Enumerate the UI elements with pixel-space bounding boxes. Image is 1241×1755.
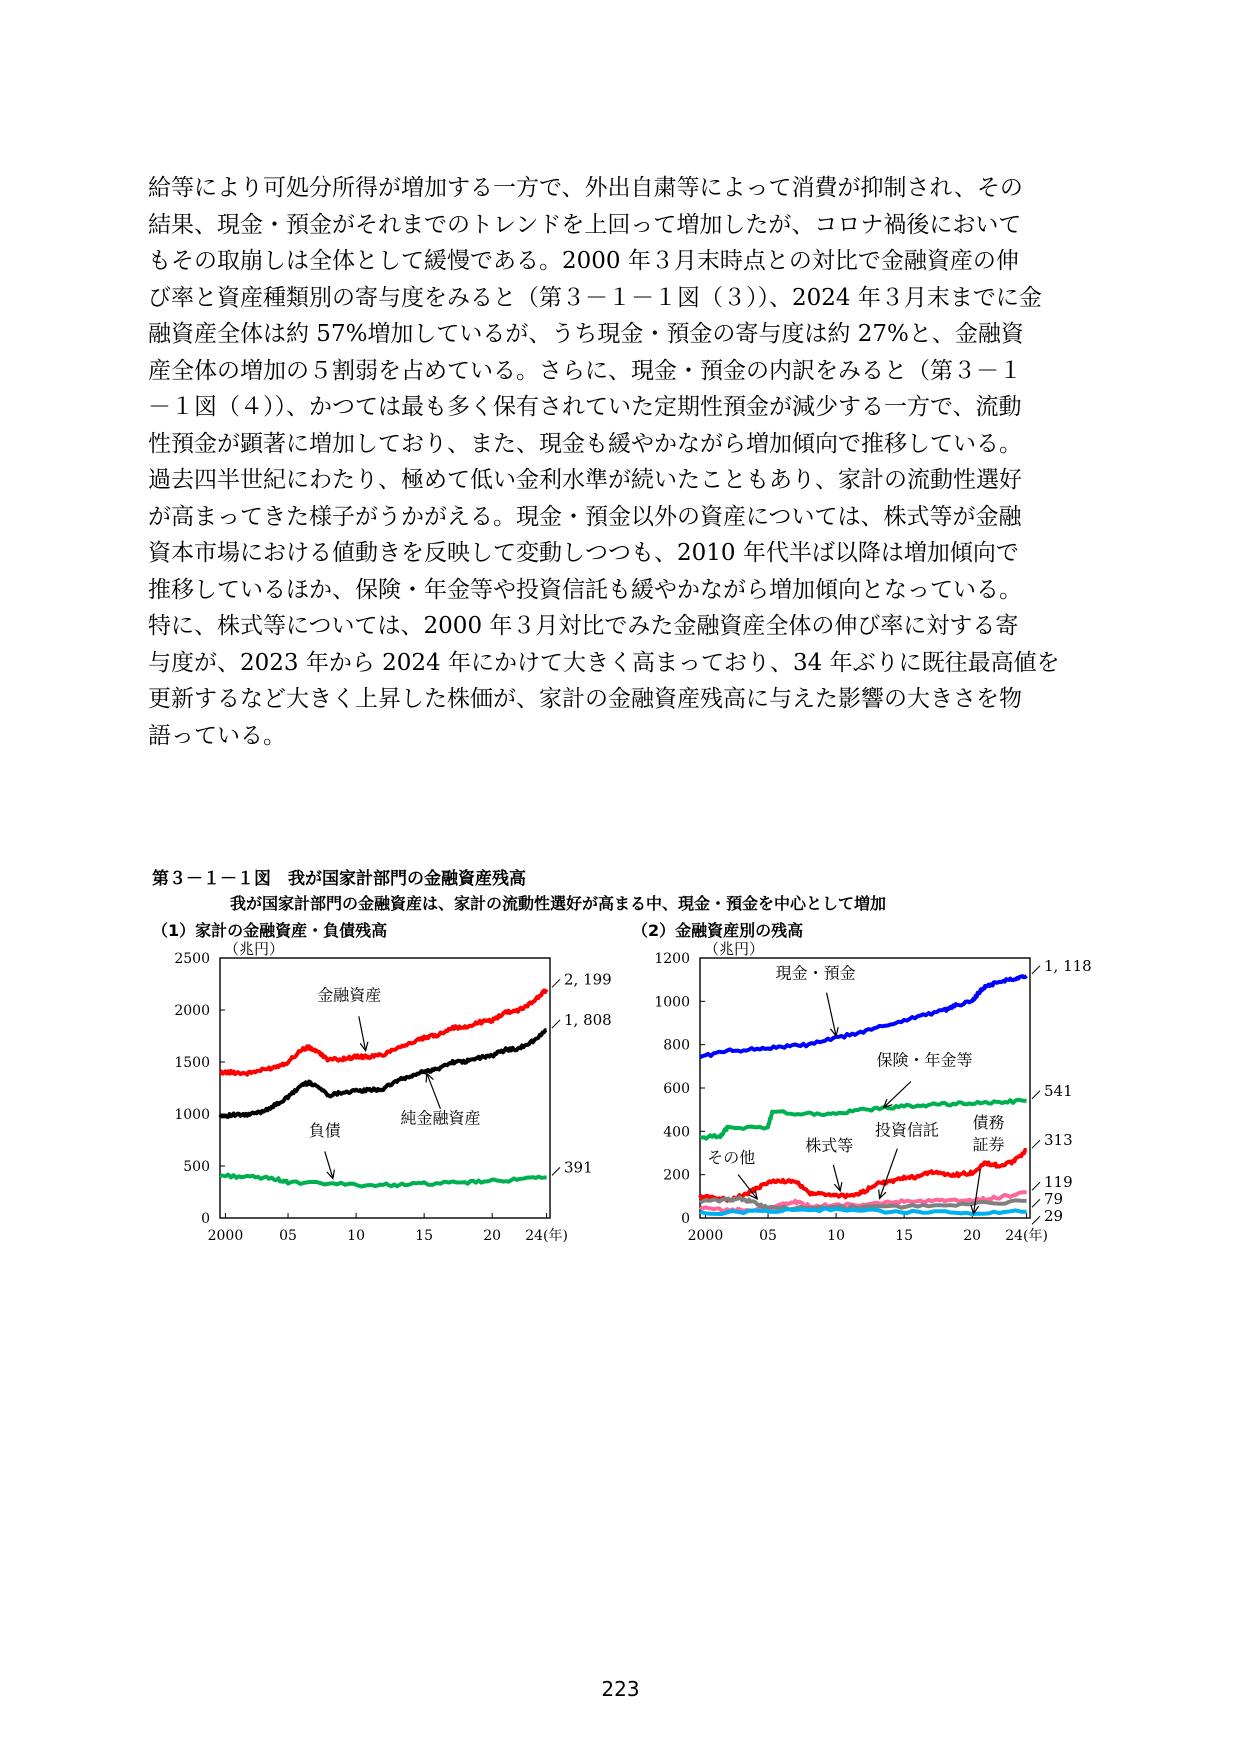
- series-end-label: 541: [1044, 1081, 1073, 1100]
- series-line: [700, 1208, 1027, 1214]
- y-tick-label: 400: [663, 1124, 690, 1141]
- annotation-arrow: [880, 1149, 898, 1199]
- y-tick-label: 600: [663, 1081, 690, 1097]
- unit-label: （兆円）: [704, 940, 765, 958]
- x-tick-label: 10: [827, 1228, 845, 1244]
- body-line: 性預金が顕著に増加しており、また、現金も緩やかながら増加傾向で推移している。: [148, 430, 1022, 457]
- series-annotation: 保険・年金等: [876, 1050, 973, 1070]
- y-tick-label: 0: [681, 1211, 690, 1227]
- body-line: 特に、株式等については、2000 年３月対比でみた金融資産全体の伸び率に対する寄: [148, 613, 1019, 639]
- series-annotation: 証券: [972, 1134, 1005, 1154]
- unit-label: （兆円）: [224, 940, 285, 958]
- body-line: 推移しているほか、保険・年金等や投資信託も緩やかながら増加傾向となっている。: [148, 576, 1022, 603]
- x-tick-label: 2000: [207, 1228, 244, 1244]
- series-annotation: 投資信託: [874, 1120, 939, 1140]
- body-line: 与度が、2023 年から 2024 年にかけて大きく高まっており、34 年ぶりに既往最高値を: [148, 649, 1060, 676]
- series-annotation: 金融資産: [317, 985, 382, 1005]
- series-annotation: 純金融資産: [400, 1108, 481, 1128]
- series-annotation: 株式等: [805, 1135, 854, 1155]
- end-label-leader: [1032, 966, 1040, 974]
- x-tick-label: 15: [895, 1228, 914, 1244]
- body-line: が高まってきた様子がうかがえる。現金・預金以外の資産については、株式等が金融: [148, 503, 1022, 530]
- series-line: [220, 1030, 547, 1118]
- y-tick-label: 2000: [174, 1003, 210, 1019]
- y-tick-label: 1000: [654, 994, 690, 1011]
- series-end-label: 119: [1044, 1173, 1073, 1192]
- body-line: 過去四半世紀にわたり、極めて低い金利水準が続いたこともあり、家計の流動性選好: [148, 467, 1022, 493]
- series-annotation: その他: [707, 1147, 756, 1167]
- series-annotation: 現金・預金: [775, 963, 856, 983]
- y-tick-label: 1500: [174, 1055, 210, 1071]
- series-annotation: 負債: [308, 1120, 341, 1140]
- y-tick-label: 2500: [174, 951, 210, 967]
- end-label-leader: [1032, 1140, 1040, 1148]
- x-tick-label: 05: [279, 1228, 297, 1244]
- chart-financial-assets-liabilities: [160, 940, 620, 1280]
- figure-title: 第３－１－１図 我が国家計部門の金融資産残高: [152, 869, 526, 889]
- series-line: [700, 976, 1027, 1057]
- series-end-label: 79: [1044, 1190, 1064, 1209]
- body-line: もその取崩しは全体として緩慢である。2000 年３月末時点との対比で金融資産の伸: [148, 248, 1019, 274]
- body-line: 融資産全体は約 57%増加しているが、うち現金・預金の寄与度は約 27%と、金融資: [148, 321, 1024, 347]
- end-label-leader: [1032, 1091, 1040, 1099]
- plot-frame: [700, 958, 1030, 1218]
- series-end-label: 391: [564, 1158, 593, 1177]
- x-tick-label: 24(年): [1005, 1228, 1048, 1244]
- body-text: [148, 170, 1096, 754]
- end-label-leader: [1032, 1216, 1040, 1224]
- y-tick-label: 0: [201, 1211, 210, 1227]
- panel2-title: （2）金融資産別の残高: [632, 921, 804, 940]
- y-tick-label: 1200: [654, 951, 690, 967]
- series-end-label: 1, 808: [564, 1010, 612, 1029]
- y-tick-label: 800: [663, 1037, 690, 1054]
- end-label-leader: [552, 1020, 560, 1028]
- series-line: [220, 1175, 547, 1187]
- chart-assets-by-type: [640, 940, 1100, 1280]
- x-tick-label: 20: [963, 1228, 982, 1244]
- x-tick-label: 15: [415, 1228, 434, 1244]
- body-line: 結果、現金・預金がそれまでのトレンドを上回って増加したが、コロナ禍後において: [148, 211, 1022, 238]
- series-annotation: 債務: [972, 1113, 1005, 1133]
- x-tick-label: 2000: [687, 1228, 724, 1244]
- annotation-arrow: [427, 1073, 441, 1108]
- page-number: 223: [601, 1677, 640, 1701]
- end-label-leader: [552, 1167, 560, 1175]
- series-end-label: 313: [1044, 1131, 1073, 1150]
- body-line: 給等により可処分所得が増加する一方で、外出自粛等によって消費が抑制され、その: [148, 175, 1023, 201]
- end-label-leader: [1032, 1199, 1040, 1207]
- x-tick-label: 20: [483, 1228, 502, 1244]
- annotation-arrow: [974, 1169, 981, 1213]
- x-tick-label: 24(年): [525, 1228, 568, 1244]
- x-tick-label: 10: [347, 1228, 365, 1244]
- body-line: 資本市場における値動きを反映して変動しつつも、2010 年代半ば以降は増加傾向で: [148, 540, 1019, 566]
- end-label-leader: [1032, 1182, 1040, 1190]
- series-line: [220, 989, 547, 1074]
- body-line: －１図（４））、かつては最も多く保有されていた定期性預金が減少する一方で、流動: [148, 394, 1022, 420]
- y-tick-label: 200: [663, 1167, 690, 1184]
- body-line: 産全体の増加の５割弱を占めている。さらに、現金・預金の内訳をみると（第３－１: [148, 357, 1022, 384]
- end-label-leader: [552, 979, 560, 987]
- y-tick-label: 1000: [174, 1107, 210, 1123]
- body-line: 語っている。: [148, 722, 286, 749]
- series-end-label: 29: [1044, 1207, 1064, 1226]
- panel1-title: （1）家計の金融資産・負債残高: [152, 921, 388, 940]
- series-end-label: 2, 199: [564, 970, 612, 989]
- body-line: び率と資産種類別の寄与度をみると（第３－１－１図（３））、2024 年３月末までに金: [148, 284, 1042, 311]
- series-end-label: 1, 118: [1044, 956, 1092, 975]
- x-tick-label: 05: [759, 1228, 777, 1244]
- y-tick-label: 500: [183, 1159, 210, 1175]
- body-line: 更新するなど大きく上昇した株価が、家計の金融資産残高に与えた影響の大きさを物: [148, 686, 1022, 712]
- figure-subtitle: 我が国家計部門の金融資産は、家計の流動性選好が高まる中、現金・預金を中心として増加: [230, 894, 887, 913]
